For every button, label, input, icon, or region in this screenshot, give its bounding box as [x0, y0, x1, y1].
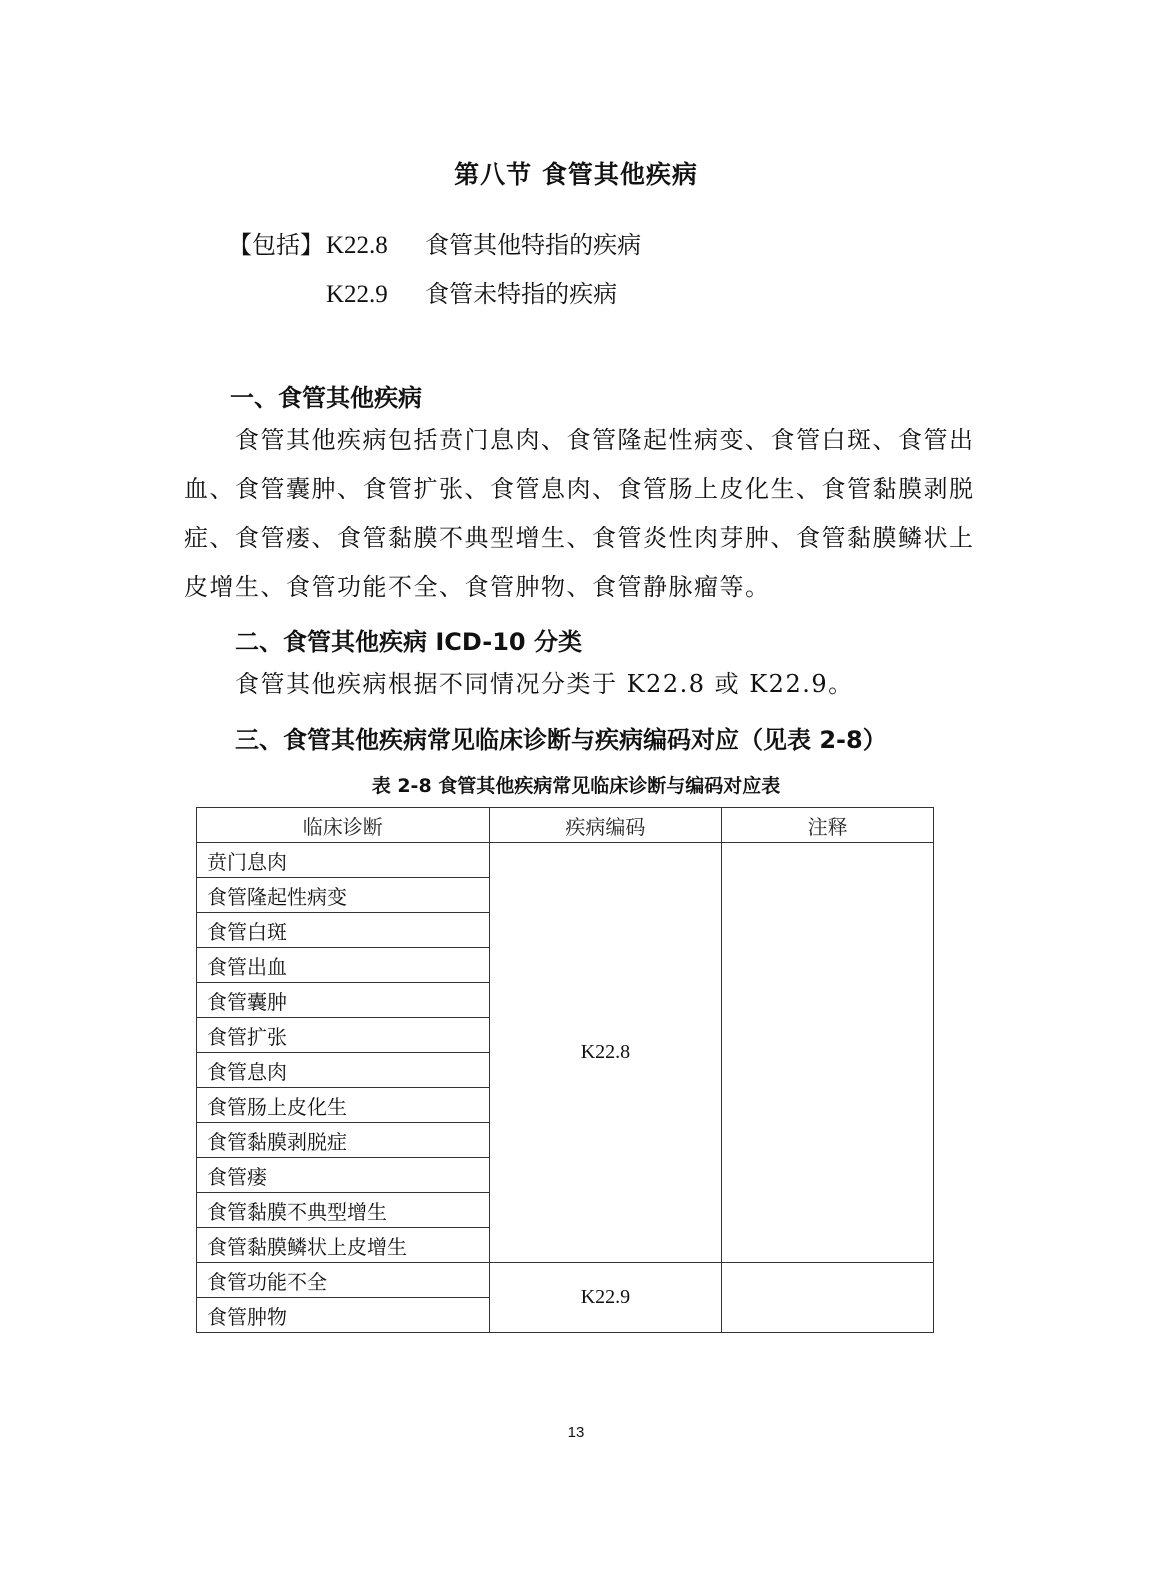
code-cell: K22.8 — [489, 843, 722, 1263]
include-code: K22.9 — [326, 281, 388, 308]
notes-cell — [722, 1263, 934, 1333]
diagnosis-cell: 食管肠上皮化生 — [197, 1088, 490, 1123]
diagnosis-cell: 食管出血 — [197, 948, 490, 983]
diagnosis-cell: 食管囊肿 — [197, 983, 490, 1018]
diagnosis-cell: 食管瘘 — [197, 1158, 490, 1193]
diagnosis-cell: 食管功能不全 — [197, 1263, 490, 1298]
diagnosis-cell: 食管息肉 — [197, 1053, 490, 1088]
include-desc: 食管其他特指的疾病 — [425, 231, 642, 259]
heading-part1: 一、食管其他疾病 — [230, 384, 422, 412]
include-label: 【包括】 — [228, 231, 324, 259]
diagnosis-cell: 食管黏膜不典型增生 — [197, 1193, 490, 1228]
notes-cell — [722, 843, 934, 1263]
code-cell: K22.9 — [489, 1263, 722, 1333]
page-number: 13 — [567, 1424, 585, 1441]
part2-text: 食管其他疾病根据不同情况分类于 K22.8 或 K22.9。 — [235, 670, 854, 698]
para-line: 血、食管囊肿、食管扩张、食管息肉、食管肠上皮化生、食管黏膜剥脱 — [184, 475, 975, 503]
diagnosis-cell: 贲门息肉 — [197, 843, 490, 878]
diagnosis-cell: 食管肿物 — [197, 1298, 490, 1333]
heading-part3: 三、食管其他疾病常见临床诊断与疾病编码对应（见表 2-8） — [235, 726, 887, 754]
diagnosis-cell: 食管黏膜鳞状上皮增生 — [197, 1228, 490, 1263]
para-line: 症、食管瘘、食管黏膜不典型增生、食管炎性肉芽肿、食管黏膜鳞状上 — [184, 524, 975, 552]
table-caption: 表 2-8 食管其他疾病常见临床诊断与编码对应表 — [371, 775, 781, 797]
header-code: 疾病编码 — [489, 808, 722, 843]
diagnosis-code-table — [196, 807, 934, 1333]
table-row — [197, 1263, 934, 1298]
header-diagnosis: 临床诊断 — [197, 808, 490, 843]
section-title: 第八节 食管其他疾病 — [454, 160, 698, 189]
para-line: 皮增生、食管功能不全、食管肿物、食管静脉瘤等。 — [184, 573, 771, 601]
table-row — [197, 843, 934, 878]
include-item-2 — [326, 277, 617, 312]
include-item-1 — [326, 228, 641, 263]
table-header-row — [197, 808, 934, 843]
diagnosis-cell: 食管隆起性病变 — [197, 878, 490, 913]
diagnosis-cell: 食管白斑 — [197, 913, 490, 948]
diagnosis-cell: 食管黏膜剥脱症 — [197, 1123, 490, 1158]
include-desc: 食管未特指的疾病 — [425, 280, 618, 308]
diagnosis-cell: 食管扩张 — [197, 1018, 490, 1053]
heading-part2: 二、食管其他疾病 ICD-10 分类 — [235, 628, 582, 656]
para-line: 食管其他疾病包括贲门息肉、食管隆起性病变、食管白斑、食管出 — [235, 426, 975, 454]
include-code: K22.8 — [326, 232, 388, 259]
header-notes: 注释 — [722, 808, 934, 843]
